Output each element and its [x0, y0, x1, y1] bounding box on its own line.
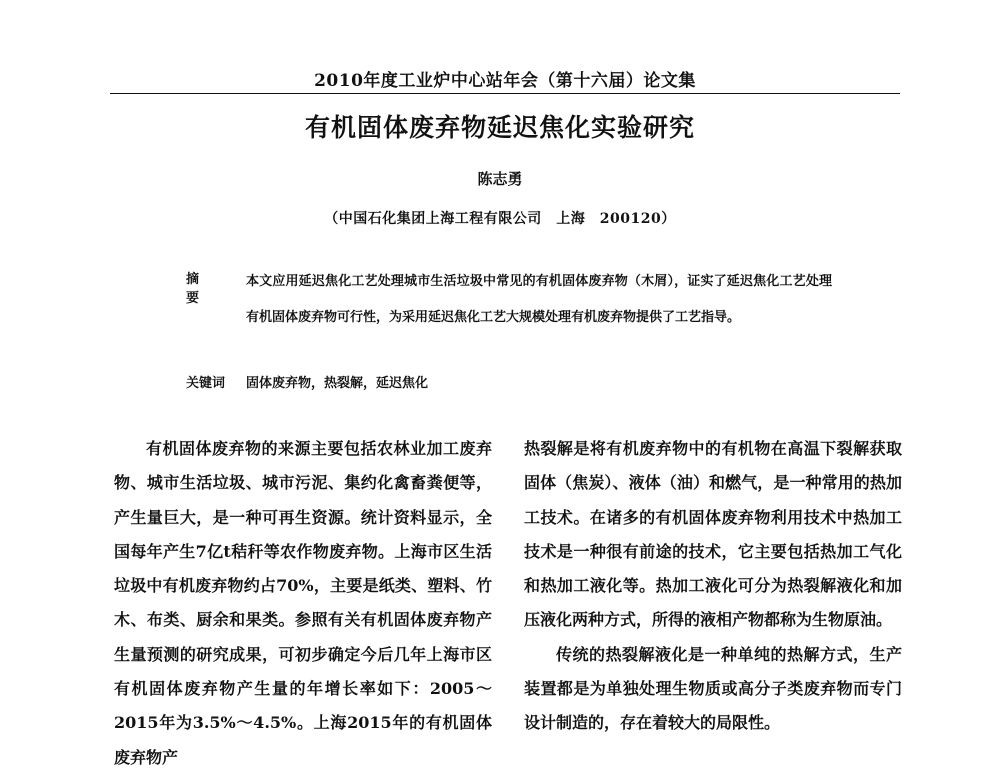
header-rule: [110, 93, 900, 94]
abstract-label: 摘要: [186, 272, 214, 306]
keywords-text: 固体废弃物，热裂解，延迟焦化: [246, 376, 429, 391]
paper-title: 有机固体废弃物延迟焦化实验研究: [304, 113, 695, 142]
keywords-label: 关键词: [186, 376, 226, 391]
body-paragraph: 传统的热裂解液化是一种单纯的热解方式，生产装置都是为单独处理生物质或高分子类废弃物而专门设计制造的，存在着较大的局限性。: [524, 644, 902, 733]
body-paragraph: 有机固体废弃物的来源主要包括农林业加工废弃物、城市生活垃圾、城市污泥、集约化禽畜粪便等，产生量巨大，是一种可再生资源。统计资料显示，全国每年产生7亿t秸秆等农作物废弃物。上海市区生活垃圾中有机废弃物约占70%，主要是纸类、塑料、竹木、布类、厨余和果类。参照有关有机固体废弃物产生量预测的研究成果，可初步确定今后几年上海市区有机固体废弃物产生量的年增长率如下：2005～2015年为3.5%～4.5%。上海2015年的有机固体废弃物产: [114, 439, 492, 767]
author-affiliation: （中国石化集团上海工程有限公司 上海 200120）: [324, 211, 676, 227]
author-name: 陈志勇: [477, 170, 523, 188]
body-column-right: [524, 432, 902, 741]
running-head: 2010年度工业炉中心站年会（第十六届）论文集: [314, 71, 696, 91]
body-column-left: [114, 432, 492, 775]
abstract-text: 本文应用延迟焦化工艺处理城市生活垃圾中常见的有机固体废弃物（木屑），证实了延迟焦化工艺处理有机固体废弃物可行性，为采用延迟焦化工艺大规模处理有机废弃物提供了工艺指导。: [246, 274, 832, 325]
body-paragraph: 热裂解是将有机废弃物中的有机物在高温下裂解获取固体（焦炭）、液体（油）和燃气，是一种常用的热加工技术。在诸多的有机固体废弃物利用技术中热加工技术是一种很有前途的技术，它主要包括热加工气化和热加工液化等。热加工液化可分为热裂解液化和加压液化两种方式，所得的液相产物都称为生物原油。: [524, 439, 902, 630]
